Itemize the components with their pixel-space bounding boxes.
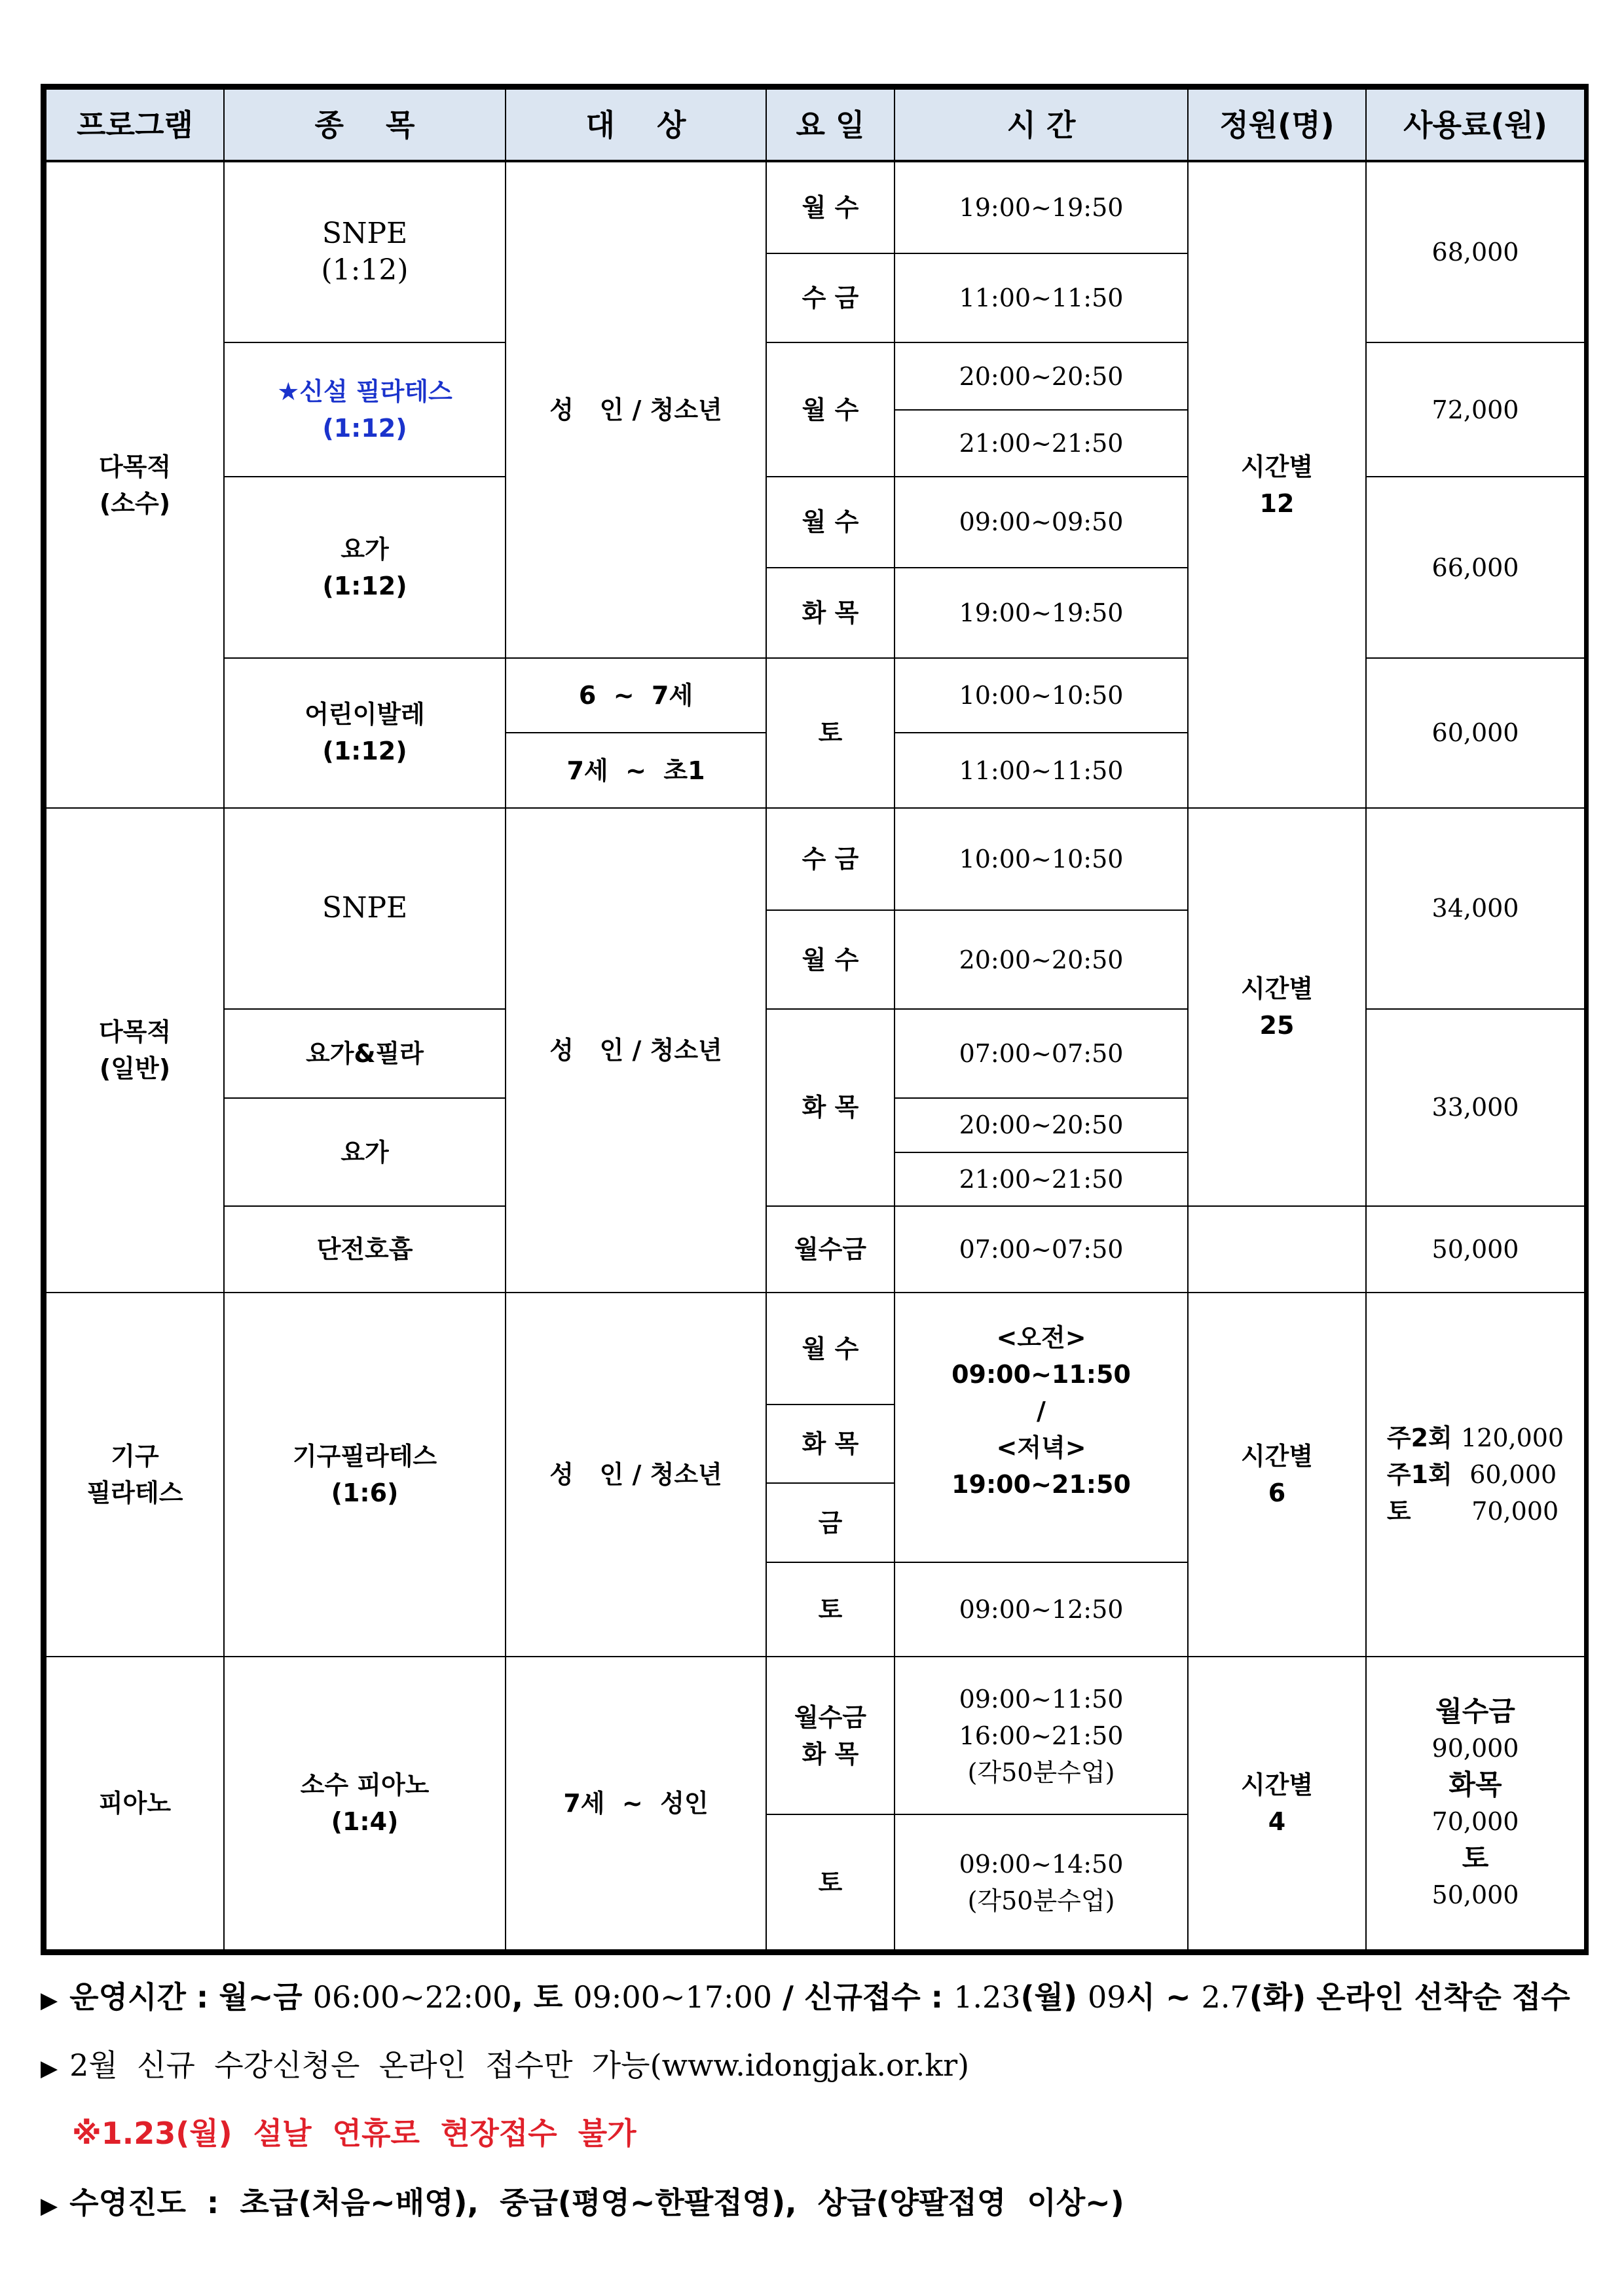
time-cell: 10:00~10:50: [895, 808, 1188, 911]
schedule-table-frame: [41, 84, 1589, 1955]
fee-cell: 68,000: [1366, 161, 1585, 342]
arrow-icon: ▶: [41, 2193, 58, 2219]
fee-cell: 33,000: [1366, 1009, 1585, 1206]
fee-amount: 70,000: [1471, 1497, 1559, 1526]
fee-amount: 50,000: [1431, 1881, 1519, 1910]
note-text: 09:00~17:00: [573, 1979, 773, 2015]
note-text: 1.23: [953, 1979, 1021, 2015]
fee-label: 화목: [1449, 1769, 1502, 1801]
note-swimming-levels: [41, 2183, 1124, 2226]
item-cell: SNPE (1:12): [224, 161, 506, 342]
item-cell: 단전호흡: [224, 1206, 506, 1293]
time-cell: 21:00~21:50: [895, 410, 1188, 477]
fee-cell: [1366, 1293, 1585, 1657]
header-item: 종 목: [224, 89, 506, 161]
fee-amount: 70,000: [1431, 1807, 1519, 1837]
fee-label: 토: [1386, 1497, 1411, 1526]
table-row: [46, 1293, 1585, 1405]
time-cell: 19:00~19:50: [895, 568, 1188, 658]
day-cell: 월 수: [766, 161, 895, 253]
time-cell: 11:00~11:50: [895, 253, 1188, 342]
item-cell: 요가 (1:12): [224, 477, 506, 658]
day-cell: 월수금: [766, 1206, 895, 1293]
fee-cell: 60,000: [1366, 658, 1585, 808]
day-cell: 수 금: [766, 808, 895, 911]
time-cell: 20:00~20:50: [895, 342, 1188, 409]
target-cell: 7세 ~ 초1: [506, 733, 766, 807]
fee-amount: 60,000: [1469, 1460, 1557, 1490]
fee-label: 주2회: [1386, 1423, 1452, 1453]
item-cell-new-pilates: ★신설 필라테스 (1:12): [224, 342, 506, 477]
note-text: 2.7: [1201, 1979, 1249, 2015]
target-cell: 성 인 / 청소년: [506, 1293, 766, 1657]
day-cell: 월 수: [766, 1293, 895, 1405]
day-cell: 토: [766, 658, 895, 808]
note-online-registration: [41, 2046, 969, 2088]
note-text: , 토: [511, 1979, 574, 2015]
note-text: 09: [1087, 1979, 1126, 2015]
capacity-cell: 시간별 4: [1188, 1657, 1366, 1950]
time-cell: 21:00~21:50: [895, 1152, 1188, 1206]
program-cell: 기구 필라테스: [46, 1293, 224, 1657]
fee-amount: 90,000: [1431, 1734, 1519, 1763]
day-cell: 화 목: [766, 1009, 895, 1206]
time-cell: 19:00~19:50: [895, 161, 1188, 253]
time-cell: 11:00~11:50: [895, 733, 1188, 807]
note-text: ※1.23(월) 설날 연휴로 현장접수 불가: [72, 2116, 637, 2151]
time-cell: 10:00~10:50: [895, 658, 1188, 733]
item-cell: SNPE: [224, 808, 506, 1009]
time-cell: 07:00~07:50: [895, 1206, 1188, 1293]
capacity-text: 시간별 12: [1240, 452, 1314, 518]
fee-cell: 50,000: [1366, 1206, 1585, 1293]
item-cell: 소수 피아노 (1:4): [224, 1657, 506, 1950]
header-program: 프로그램: [46, 89, 224, 161]
header-capacity: 정원(명): [1188, 89, 1366, 161]
item-cell: 요가&필라: [224, 1009, 506, 1098]
day-cell: 화 목: [766, 1405, 895, 1483]
item-cell: 어린이발레 (1:12): [224, 658, 506, 808]
note-text: 2월 신규 수강신청은 온라인 접수만 가능(www.idongjak.or.kr): [69, 2047, 970, 2083]
time-cell: 09:00~09:50: [895, 477, 1188, 567]
program-cell: 피아노: [46, 1657, 224, 1950]
day-cell: 월 수: [766, 342, 895, 477]
day-cell: 토: [766, 1562, 895, 1657]
fee-cell: [1366, 1657, 1585, 1950]
day-cell: 월 수: [766, 477, 895, 567]
note-text: 시 ~: [1126, 1979, 1202, 2015]
fee-label: 주1회: [1386, 1460, 1452, 1490]
capacity-cell-empty: [1188, 1206, 1366, 1293]
note-holiday-warning: [72, 2114, 637, 2153]
program-cell: 다목적 (소수): [46, 161, 224, 807]
header-time: 시 간: [895, 89, 1188, 161]
target-cell: 7세 ~ 성인: [506, 1657, 766, 1950]
time-cell: 09:00~14:50 (각50분수업): [895, 1814, 1188, 1950]
time-cell: 20:00~20:50: [895, 1098, 1188, 1152]
fee-label: 월수금: [1435, 1695, 1515, 1728]
note-text: 수영진도 : 초급(처음~배영), 중급(평영~한팔접영), 상급(양팔접영 이상~): [69, 2185, 1124, 2220]
note-text: 운영시간 : 월~금: [69, 1979, 313, 2015]
note-operating-hours: [41, 1977, 1570, 2020]
header-fee: 사용료(원): [1366, 89, 1585, 161]
time-cell: 20:00~20:50: [895, 910, 1188, 1009]
time-cell: 09:00~11:50 16:00~21:50 (각50분수업): [895, 1657, 1188, 1814]
arrow-icon: ▶: [41, 1987, 58, 2013]
day-cell: 금: [766, 1483, 895, 1562]
table-header-row: [46, 89, 1585, 161]
capacity-cell: 시간별 25: [1188, 808, 1366, 1206]
fee-cell: 72,000: [1366, 342, 1585, 477]
time-cell: 09:00~12:50: [895, 1562, 1188, 1657]
day-cell: 수 금: [766, 253, 895, 342]
program-cell: 다목적 (일반): [46, 808, 224, 1293]
fee-label: 토: [1462, 1842, 1489, 1875]
capacity-cell: 시간별 6: [1188, 1293, 1366, 1657]
table-row: [46, 1206, 1585, 1293]
day-cell: 월수금 화 목: [766, 1657, 895, 1814]
note-text: 06:00~22:00: [312, 1979, 512, 2015]
table-row: [46, 808, 1585, 911]
header-target: 대 상: [506, 89, 766, 161]
table-row: [46, 161, 1585, 253]
day-cell: 월 수: [766, 910, 895, 1009]
target-cell: 성 인 / 청소년: [506, 161, 766, 658]
time-cell: 07:00~07:50: [895, 1009, 1188, 1098]
item-cell: 기구필라테스 (1:6): [224, 1293, 506, 1657]
schedule-table: [45, 88, 1585, 1951]
fee-amount: 120,000: [1460, 1423, 1564, 1453]
target-cell: 6 ~ 7세: [506, 658, 766, 733]
arrow-icon: ▶: [41, 2055, 58, 2082]
fee-cell: 66,000: [1366, 477, 1585, 658]
note-text: / 신규접수 :: [772, 1979, 954, 2015]
time-cell: <오전> 09:00~11:50 / <저녁> 19:00~21:50: [895, 1293, 1188, 1562]
table-row: [46, 1657, 1585, 1814]
capacity-cell: [1188, 161, 1366, 807]
header-day: 요 일: [766, 89, 895, 161]
note-text: (화) 온라인 선착순 접수: [1249, 1979, 1570, 2015]
day-cell: 토: [766, 1814, 895, 1950]
note-text: (월): [1020, 1979, 1088, 2015]
fee-cell: 34,000: [1366, 808, 1585, 1009]
target-cell: 성 인 / 청소년: [506, 808, 766, 1293]
item-cell: 요가: [224, 1098, 506, 1206]
day-cell: 화 목: [766, 568, 895, 658]
